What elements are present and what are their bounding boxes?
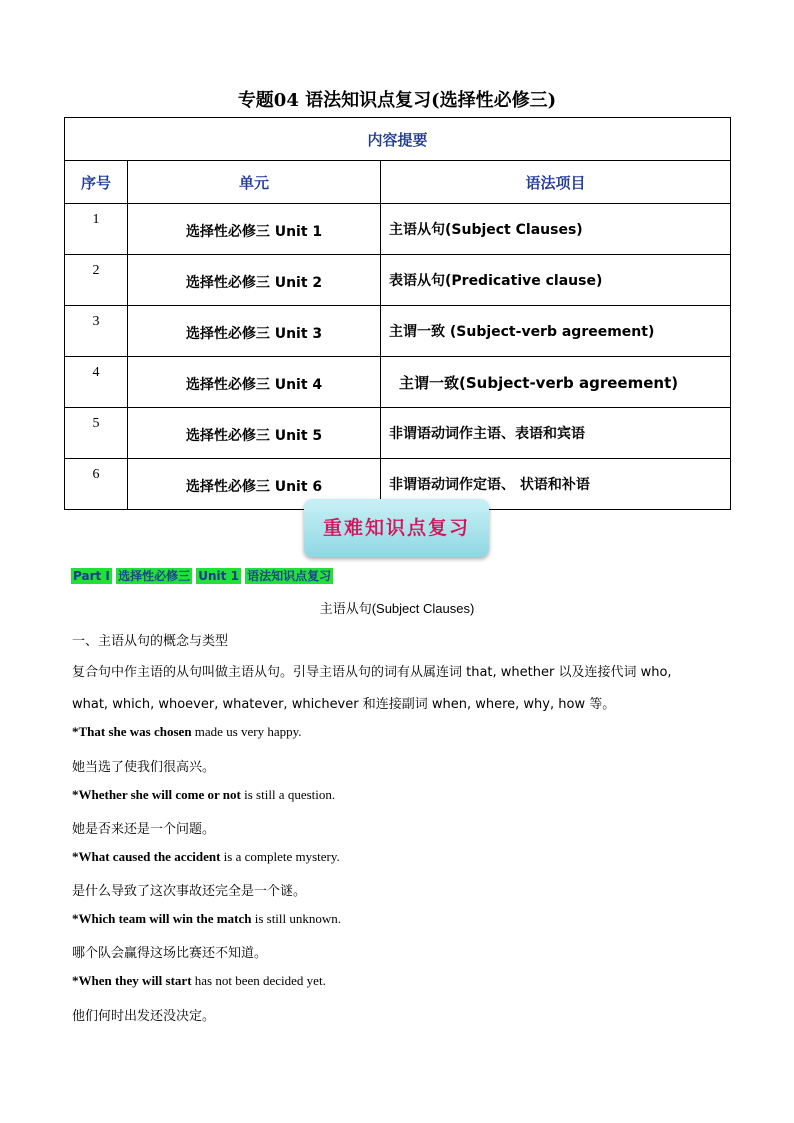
part-unit: Unit 1 bbox=[198, 569, 239, 583]
example-sentence bbox=[72, 849, 340, 865]
document-title: 专题04 语法知识点复习(选择性必修三) bbox=[237, 90, 557, 111]
example-translation: 是什么导致了这次事故还完全是一个谜。 bbox=[72, 884, 307, 899]
intro-line-1: 复合句中作主语的从句叫做主语从句。引导主语从句的词有从属连词 that, whether 以及连接代词 who, bbox=[72, 665, 672, 680]
example-sentence bbox=[72, 911, 341, 927]
example-rest: is still unknown. bbox=[251, 911, 342, 926]
column-header-grammar: 语法项目 bbox=[381, 161, 731, 204]
row-num: 4 bbox=[65, 357, 128, 408]
summary-table bbox=[64, 117, 731, 510]
table-row bbox=[65, 306, 731, 357]
example-sentence bbox=[72, 724, 302, 740]
row-unit: 选择性必修三 Unit 2 bbox=[128, 255, 381, 306]
example-rest: is a complete mystery. bbox=[220, 849, 340, 864]
example-clause: *Which team will win the match bbox=[72, 911, 252, 926]
section-title: 主语从句(Subject Clauses) bbox=[319, 601, 475, 616]
row-grammar: 非谓语动词作主语、表语和宾语 bbox=[381, 408, 731, 459]
part-label: Part I bbox=[73, 569, 110, 583]
row-unit: 选择性必修三 Unit 3 bbox=[128, 306, 381, 357]
intro-line-2: what, which, whoever, whatever, whichever 和连接副词 when, where, why, how 等。 bbox=[72, 697, 616, 712]
table-row bbox=[65, 357, 731, 408]
example-translation: 她当选了使我们很高兴。 bbox=[72, 760, 216, 775]
row-unit: 选择性必修三 Unit 1 bbox=[128, 204, 381, 255]
example-sentence bbox=[72, 787, 335, 803]
row-unit: 选择性必修三 Unit 6 bbox=[128, 459, 381, 510]
heading-concept: 一、主语从句的概念与类型 bbox=[72, 634, 229, 649]
part-topic: 语法知识点复习 bbox=[247, 569, 332, 583]
column-header-unit: 单元 bbox=[128, 161, 381, 204]
table-row bbox=[65, 408, 731, 459]
row-num: 5 bbox=[65, 408, 128, 459]
row-num: 1 bbox=[65, 204, 128, 255]
column-header-num: 序号 bbox=[65, 161, 128, 204]
row-grammar: 表语从句(Predicative clause) bbox=[381, 255, 731, 306]
example-rest: has not been decided yet. bbox=[191, 973, 326, 988]
example-rest: made us very happy. bbox=[191, 724, 302, 739]
section-badge: 重难知识点复习 bbox=[304, 499, 489, 557]
row-num: 2 bbox=[65, 255, 128, 306]
row-grammar: 主谓一致 (Subject-verb agreement) bbox=[381, 306, 731, 357]
table-row bbox=[65, 255, 731, 306]
table-row bbox=[65, 204, 731, 255]
row-grammar: 非谓语动词作定语、 状语和补语 bbox=[381, 459, 731, 510]
example-clause: *That she was chosen bbox=[72, 724, 192, 739]
row-num: 6 bbox=[65, 459, 128, 510]
part-book: 选择性必修三 bbox=[118, 569, 191, 583]
example-clause: *What caused the accident bbox=[72, 849, 221, 864]
row-unit: 选择性必修三 Unit 4 bbox=[128, 357, 381, 408]
example-translation: 哪个队会赢得这场比赛还不知道。 bbox=[72, 946, 268, 961]
table-caption: 内容提要 bbox=[65, 118, 731, 161]
part-heading bbox=[71, 567, 333, 584]
row-grammar: 主语从句(Subject Clauses) bbox=[381, 204, 731, 255]
row-grammar: 主谓一致(Subject-verb agreement) bbox=[381, 357, 731, 408]
row-unit: 选择性必修三 Unit 5 bbox=[128, 408, 381, 459]
row-num: 3 bbox=[65, 306, 128, 357]
example-translation: 他们何时出发还没决定。 bbox=[72, 1009, 216, 1024]
example-sentence bbox=[72, 973, 326, 989]
example-rest: is still a question. bbox=[240, 787, 336, 802]
example-clause: *Whether she will come or not bbox=[72, 787, 241, 802]
example-clause: *When they will start bbox=[72, 973, 192, 988]
example-translation: 她是否来还是一个问题。 bbox=[72, 822, 216, 837]
